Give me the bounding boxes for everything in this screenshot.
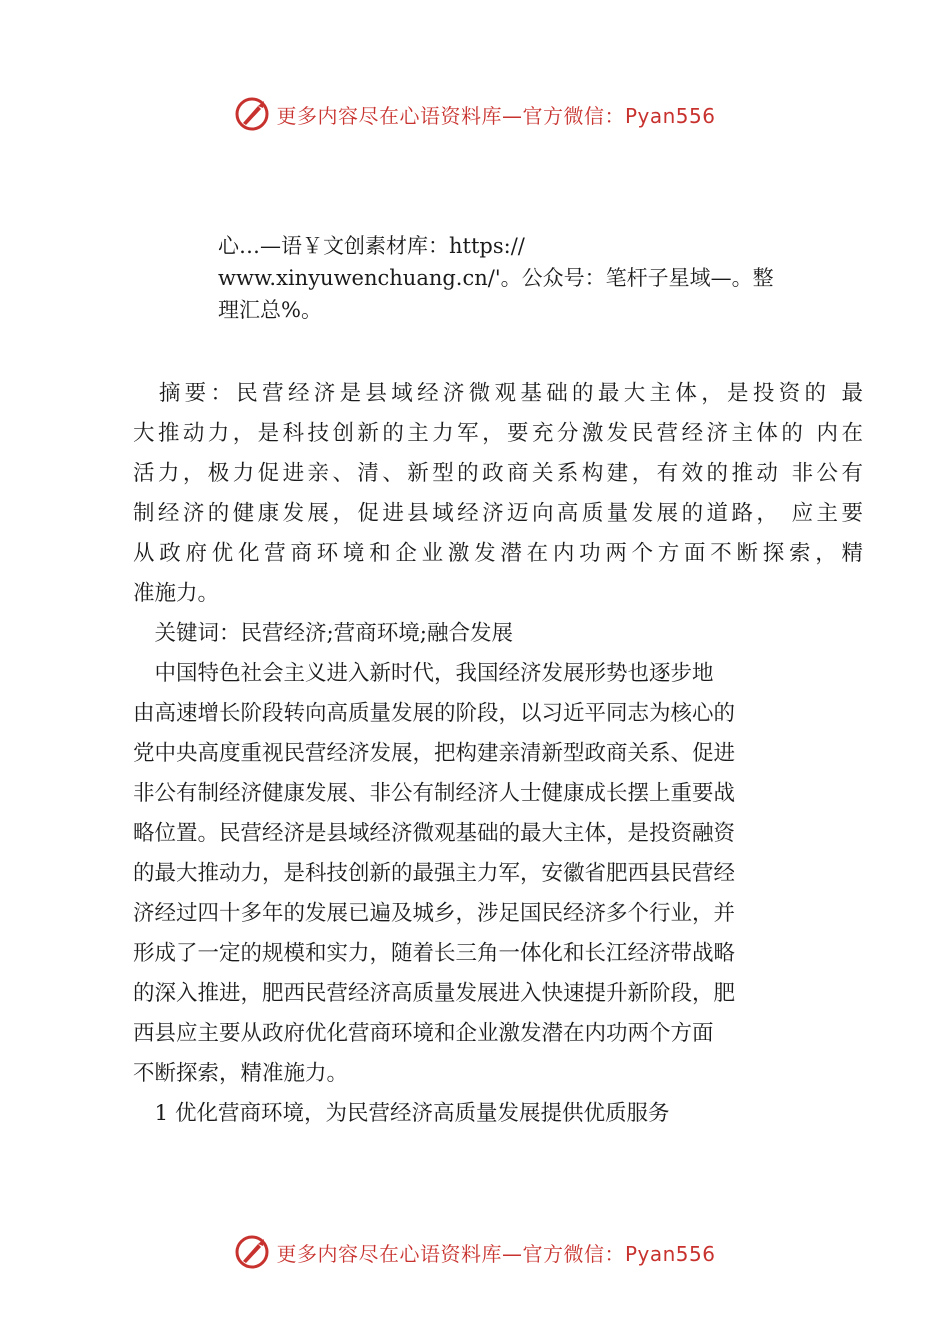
abstract-line: 准施力。 [133,581,220,606]
intro-line: 形成了一定的规模和实力，随着长三角一体化和长江经济带战略 [133,941,736,966]
intro-line: 济经过四十多年的发展已遍及城乡，涉足国民经济多个行业，并 [133,901,736,926]
quill-pen-logo-icon [234,96,270,132]
abstract-line: 从政府优化营商环境和企业激发潜在内功两个方面不断探索，精 [133,541,863,566]
abstract-line: 摘要：民营经济是县域经济微观基础的最大主体，是投资的 最 [133,381,863,406]
intro-line: 的深入推进，肥西民营经济高质量发展进入快速提升新阶段，肥 [133,981,736,1006]
source-note [218,230,858,326]
banner-text: 更多内容尽在心语资料库—官方微信：Pyan556 [276,103,716,128]
footer-banner [0,1230,950,1274]
abstract-line: 大推动力，是科技创新的主力军，要充分激发民营经济主体的 内在 [133,421,863,446]
intro-line: 党中央高度重视民营经济发展，把构建亲清新型政商关系、促进 [133,741,736,766]
header-banner [0,92,950,136]
section-heading: 1 优化营商环境，为民营经济高质量发展提供优质服务 [133,1101,670,1126]
intro-line: 略位置。民营经济是县域经济微观基础的最大主体，是投资融资 [133,821,736,846]
source-note-line: www.xinyuwenchuang.cn/'。公众号：笔杆子星域—。整 [218,266,774,290]
abstract-line: 制经济的健康发展，促进县域经济迈向高质量发展的道路， 应主要 [133,501,863,526]
document-body [133,374,863,1134]
intro-line: 的最大推动力，是科技创新的最强主力军，安徽省肥西县民营经 [133,861,736,886]
source-note-line: 心…—语￥文创素材库：https:// [218,234,525,258]
intro-line: 中国特色社会主义进入新时代，我国经济发展形势也逐步地 [133,661,714,686]
keywords-line: 关键词：民营经济;营商环境;融合发展 [133,621,513,646]
banner-text: 更多内容尽在心语资料库—官方微信：Pyan556 [276,1241,716,1266]
intro-line: 不断探索，精准施力。 [133,1061,349,1086]
intro-line: 由高速增长阶段转向高质量发展的阶段，以习近平同志为核心的 [133,701,736,726]
quill-pen-logo-icon [234,1234,270,1270]
intro-line: 西县应主要从政府优化营商环境和企业激发潜在内功两个方面 [133,1021,714,1046]
intro-line: 非公有制经济健康发展、非公有制经济人士健康成长摆上重要战 [133,781,736,806]
source-note-line: 理汇总%。 [218,298,322,322]
abstract-line: 活力，极力促进亲、清、新型的政商关系构建，有效的推动 非公有 [133,461,863,486]
